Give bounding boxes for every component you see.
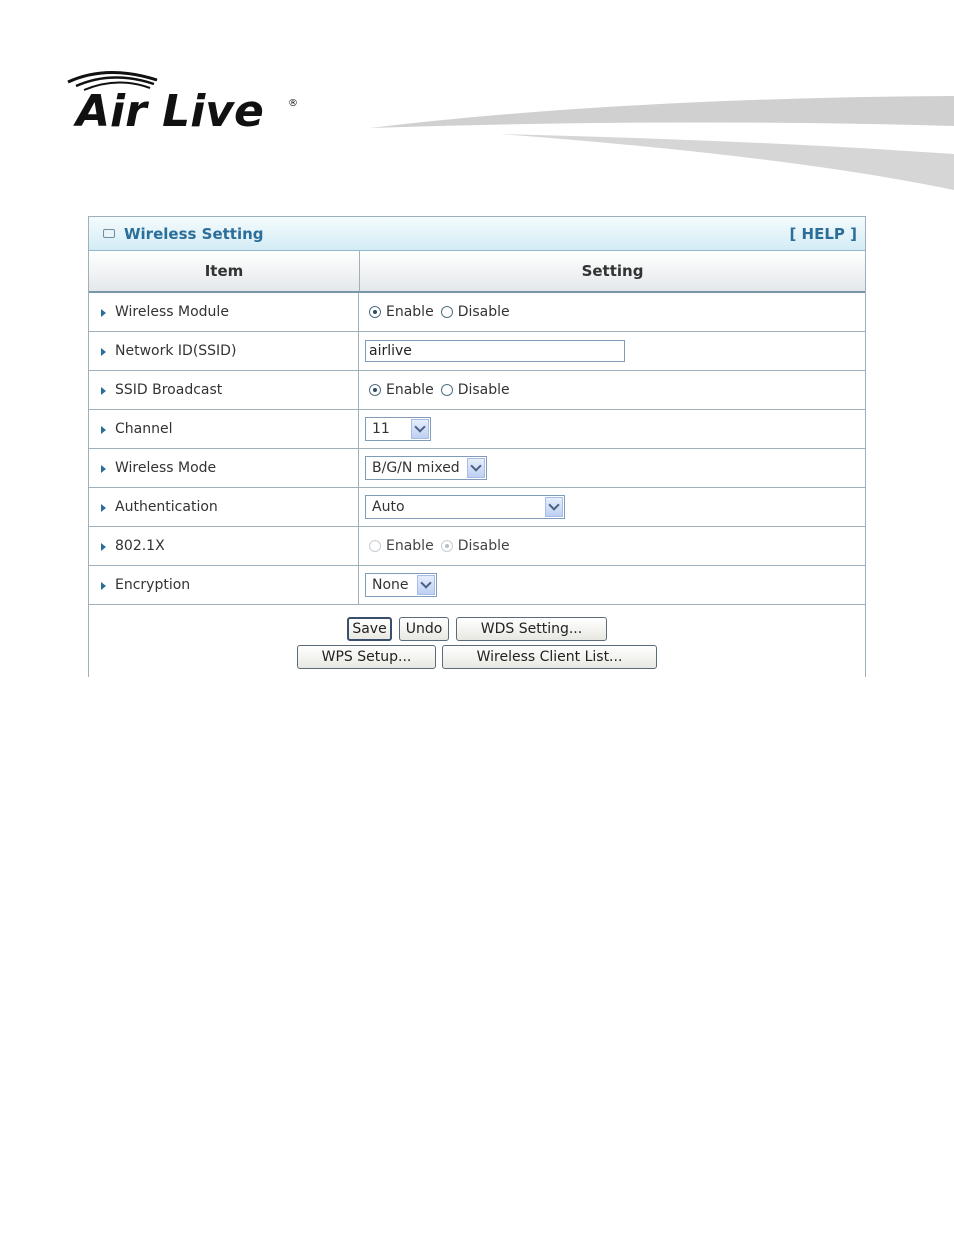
- select-value: B/G/N mixed: [372, 460, 460, 476]
- radio-label: Disable: [457, 304, 510, 320]
- save-button[interactable]: Save: [347, 617, 392, 641]
- ssid-broadcast-enable-radio[interactable]: [369, 384, 381, 396]
- row-ssid-broadcast: [89, 371, 865, 410]
- row-wireless-mode: [89, 449, 865, 488]
- wireless-mode-select[interactable]: [365, 456, 487, 480]
- row-label: Authentication: [115, 499, 218, 515]
- row-802-1x: [89, 527, 865, 566]
- arrow-bullet-icon: [101, 426, 106, 434]
- radio-label: Disable: [457, 538, 510, 554]
- action-buttons: [89, 605, 865, 681]
- arrow-bullet-icon: [101, 582, 106, 590]
- row-authentication: [89, 488, 865, 527]
- row-encryption: [89, 566, 865, 605]
- panel-title: Wireless Setting: [124, 225, 264, 243]
- window-icon: [103, 229, 115, 238]
- panel-titlebar: [89, 217, 865, 251]
- chevron-down-icon[interactable]: [417, 575, 435, 595]
- wireless-setting-panel: [88, 216, 866, 677]
- registered-mark: ®: [288, 98, 298, 109]
- chevron-down-icon[interactable]: [467, 458, 485, 478]
- logo-text: Air Live: [76, 86, 264, 136]
- wps-setup-button[interactable]: WPS Setup...: [297, 645, 436, 669]
- radio-label: Enable: [386, 538, 434, 554]
- wireless-module-enable-radio[interactable]: [369, 306, 381, 318]
- row-label: Encryption: [115, 577, 191, 593]
- select-value: None: [372, 577, 409, 593]
- row-label: Wireless Module: [115, 304, 229, 320]
- row-label: SSID Broadcast: [115, 382, 223, 398]
- encryption-select[interactable]: [365, 573, 437, 597]
- ssid-input[interactable]: [365, 340, 625, 362]
- chevron-down-icon[interactable]: [545, 497, 563, 517]
- arrow-bullet-icon: [101, 387, 106, 395]
- row-label: 802.1X: [115, 538, 165, 554]
- ssid-broadcast-disable-radio[interactable]: [441, 384, 453, 396]
- row-network-id: [89, 332, 865, 371]
- arrow-bullet-icon: [101, 543, 106, 551]
- column-header-item: Item: [89, 251, 360, 291]
- header-swoosh: [370, 90, 954, 195]
- table-header: [89, 251, 865, 293]
- wds-setting-button[interactable]: WDS Setting...: [456, 617, 607, 641]
- row-channel: [89, 410, 865, 449]
- row-label: Wireless Mode: [115, 460, 217, 476]
- row-label: Channel: [115, 421, 173, 437]
- radio-label: Disable: [457, 382, 510, 398]
- arrow-bullet-icon: [101, 504, 106, 512]
- wireless-module-disable-radio[interactable]: [441, 306, 453, 318]
- radio-label: Enable: [386, 304, 434, 320]
- help-link[interactable]: [ HELP ]: [789, 225, 857, 243]
- airlive-logo: [62, 66, 302, 136]
- arrow-bullet-icon: [101, 465, 106, 473]
- select-value: Auto: [372, 499, 405, 515]
- column-header-setting: Setting: [581, 262, 644, 280]
- arrow-bullet-icon: [101, 309, 106, 317]
- row-wireless-module: [89, 293, 865, 332]
- chevron-down-icon[interactable]: [411, 419, 429, 439]
- channel-select[interactable]: [365, 417, 431, 441]
- radio-label: Enable: [386, 382, 434, 398]
- row-label: Network ID(SSID): [115, 343, 237, 359]
- select-value: 11: [372, 421, 390, 437]
- dot1x-enable-radio[interactable]: [369, 540, 381, 552]
- authentication-select[interactable]: [365, 495, 565, 519]
- wireless-client-list-button[interactable]: Wireless Client List...: [442, 645, 657, 669]
- dot1x-disable-radio[interactable]: [441, 540, 453, 552]
- undo-button[interactable]: Undo: [399, 617, 449, 641]
- arrow-bullet-icon: [101, 348, 106, 356]
